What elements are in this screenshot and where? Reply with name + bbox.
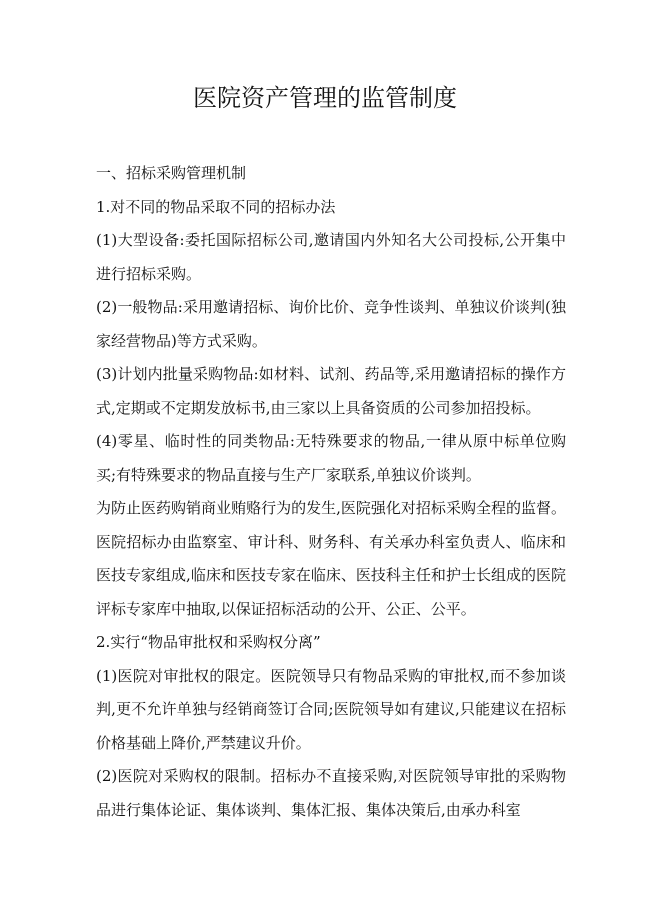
paragraph: (1)大型设备:委托国际招标公司,邀请国内外知名大公司投标,公开集中进行招标采购。 [96, 231, 566, 283]
paragraph: (4)零星、临时性的同类物品:无特殊要求的物品,一律从原中标单位购买;有特殊要求的物品直接与生产厂家联系,单独议价谈判。 [96, 432, 566, 484]
document-title: 医院资产管理的监管制度 [193, 84, 457, 112]
document-body [96, 145, 566, 827]
paragraph: (2)医院对采购权的限制。招标办不直接采购,对医院领导审批的采购物品进行集体论证、集体谈判、集体汇报、集体决策后,由承办科室 [96, 767, 566, 819]
paragraph: (1)医院对审批权的限定。医院领导只有物品采购的审批权,而不参加谈判,更不允许单独与经销商签订合同;医院领导如有建议,只能建议在招标价格基础上降价,严禁建议升价。 [96, 666, 566, 752]
section-heading: 一、招标采购管理机制 [96, 164, 247, 182]
paragraph: (3)计划内批量采购物品:如材料、试剂、药品等,采用邀请招标的操作方式,定期或不定期发放标书,由三家以上具备资质的公司参加招投标。 [96, 365, 566, 417]
paragraph: 为防止医药购销商业贿赂行为的发生,医院强化对招标采购全程的监督。医院招标办由监察室、审计科、财务科、有关承办科室负责人、临床和医技专家组成,临床和医技专家在临床、医技科主任和护士长组成的医院评标专家库中抽取,以保证招标活动的公开、公正、公平。 [96, 499, 566, 618]
subsection-heading: 2.实行“物品审批权和采购权分离” [96, 633, 321, 651]
subsection-heading: 1.对不同的物品采取不同的招标办法 [96, 197, 336, 216]
paragraph: (2)一般物品:采用邀请招标、询价比价、竞争性谈判、单独议价谈判(独家经营物品)等方式采购。 [96, 298, 566, 350]
